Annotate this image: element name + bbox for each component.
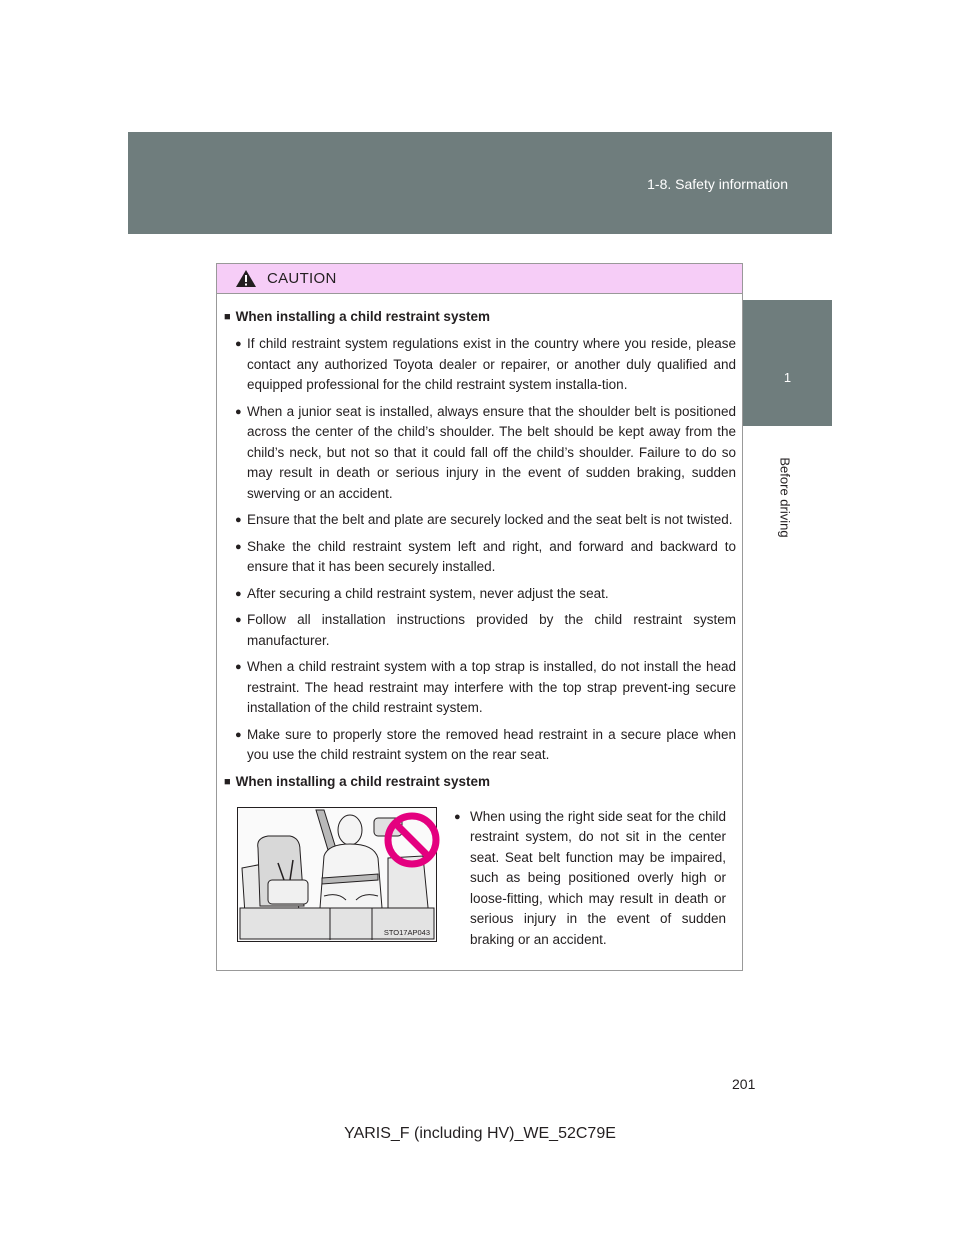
section-heading: [224, 307, 736, 327]
bullet-dot-icon: ●: [235, 514, 242, 526]
list-item: [224, 584, 736, 605]
chapter-number: 1: [783, 370, 792, 385]
bullet-dot-icon: ●: [235, 405, 242, 418]
list-item-text: When using the right side seat for the child restraint system, do not sit in the center seat. Seat belt function may be impaired, such as being positioned overly high or loose-fitting, which may result in death or serious injury in the event of sudden braking or an accident.: [470, 808, 726, 947]
page-number: 201: [732, 1076, 756, 1092]
illustration-code: STO17AP043: [383, 927, 430, 937]
list-item: [224, 510, 736, 531]
bullet-dot-icon: ●: [235, 614, 242, 626]
list-item: [224, 334, 736, 396]
list-item: [224, 402, 736, 505]
chapter-label-wrap: [777, 456, 793, 538]
document-footer: YARIS_F (including HV)_WE_52C79E: [344, 1125, 616, 1142]
section-heading-text: When installing a child restraint system: [235, 773, 490, 789]
illustrated-warning: [224, 807, 736, 957]
illustration-caption: [453, 807, 726, 957]
list-item-text: Follow all installation instructions provided by the child restraint system manufacturer.: [247, 612, 736, 648]
list-item-text: Shake the child restraint system left and right, and forward and backward to ensure that it has been securely installed.: [247, 538, 736, 574]
bullet-dot-icon: ●: [235, 338, 242, 350]
list-item-text: When a junior seat is installed, always ensure that the shoulder belt is positioned across the center of the child’s shoulder. The belt should be kept away from the child’s neck, but not so that it could fall off the child’s shoulder. Failure to do so may result in death or serious injury in the event of sudden braking, sudden swerving or an accident.: [247, 403, 736, 501]
list-item: [224, 610, 736, 651]
bullet-dot-icon: ●: [235, 587, 242, 600]
seat-illustration: [237, 807, 437, 942]
caution-header: [217, 264, 742, 294]
caution-title: CAUTION: [267, 270, 337, 287]
square-bullet-icon: ■: [224, 775, 231, 788]
list-item: [453, 807, 726, 951]
section-heading-text: When installing a child restraint system: [235, 309, 490, 324]
bullet-dot-icon: ●: [235, 540, 242, 553]
list-item: [224, 537, 736, 578]
chapter-tab: [743, 300, 832, 426]
bullet-dot-icon: ●: [235, 728, 242, 741]
square-bullet-icon: ■: [224, 311, 231, 323]
list-item-text: If child restraint system regulations exist in the country where you reside, please contact any authorized Toyota dealer or repairer, or another duly qualified and equipped professional for the child restraint system installa-tion.: [247, 336, 736, 392]
caution-body: [217, 294, 742, 956]
warning-triangle-icon: [235, 269, 257, 288]
list-item: [224, 725, 736, 766]
chapter-label: Before driving: [777, 456, 793, 538]
list-item-text: Ensure that the belt and plate are securely locked and the seat belt is not twisted.: [247, 512, 733, 527]
header-band: [128, 132, 832, 234]
bullet-dot-icon: ●: [235, 661, 242, 673]
section-heading: [224, 772, 736, 792]
section-title: 1-8. Safety information: [647, 176, 788, 192]
prohibition-icon: [383, 811, 441, 869]
list-item-text: After securing a child restraint system, never adjust the seat.: [247, 585, 609, 601]
bullet-dot-icon: ●: [454, 810, 461, 823]
list-item: [224, 657, 736, 719]
caution-box: [216, 263, 743, 971]
list-item-text: Make sure to properly store the removed head restraint in a secure place when you use the child restraint system on the rear seat.: [247, 726, 736, 762]
list-item-text: When a child restraint system with a top strap is installed, do not install the head restraint. The head restraint may interfere with the top strap prevent-ing secure installation of the child restraint system.: [247, 659, 736, 715]
